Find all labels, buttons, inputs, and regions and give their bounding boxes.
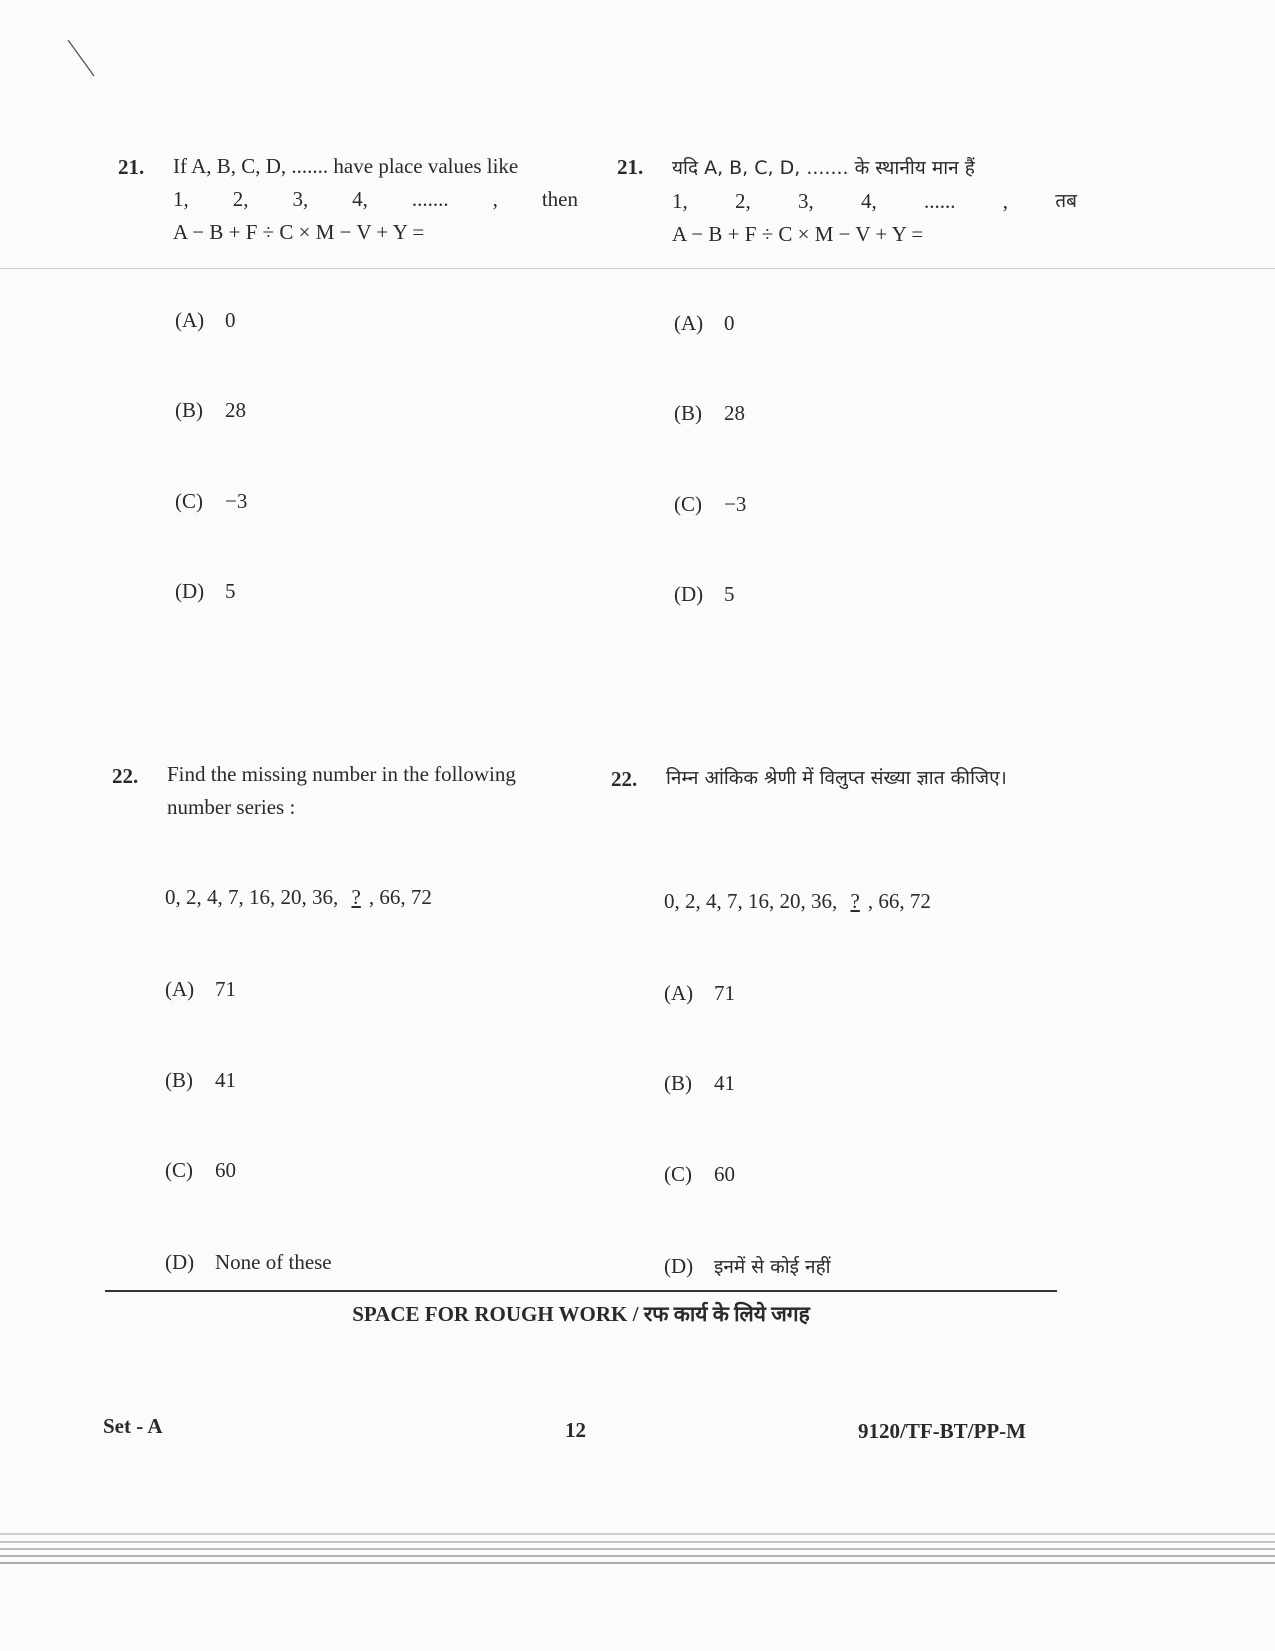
option-label: (C) xyxy=(165,1158,193,1182)
place-value: ...... xyxy=(924,189,956,213)
q22-option-c-en xyxy=(165,1158,236,1183)
option-label: (B) xyxy=(175,398,203,422)
q21-option-a-hi xyxy=(674,311,735,336)
q22-option-b-en xyxy=(165,1068,236,1093)
question-21-text-hi xyxy=(672,152,1077,251)
place-value: 1, xyxy=(173,187,189,211)
series-blank: ? xyxy=(351,885,361,909)
place-value: then xyxy=(541,187,578,211)
option-value: 5 xyxy=(724,582,735,606)
option-value: 28 xyxy=(724,401,745,425)
rough-work-rule xyxy=(105,1290,1057,1292)
question-22-line2-en: number series : xyxy=(167,795,296,819)
option-value: 28 xyxy=(225,398,246,422)
q22-option-d-hi xyxy=(664,1253,831,1279)
question-22-number-hi: 22. xyxy=(611,767,638,791)
question-21-line2-hi xyxy=(672,185,1077,218)
q21-option-c-hi xyxy=(674,492,746,517)
scan-divider xyxy=(0,268,1275,269)
option-value: 71 xyxy=(215,977,236,1001)
footer-set: Set - A xyxy=(103,1414,163,1438)
option-label: (A) xyxy=(664,981,694,1005)
number-series-en xyxy=(165,885,432,910)
place-value: , xyxy=(492,187,498,211)
option-value: −3 xyxy=(724,492,747,516)
question-22-text-hi: निम्न आंकिक श्रेणी में विलुप्त संख्या ज्ञात कीजिए। xyxy=(666,767,1007,789)
series-after: , 66, 72 xyxy=(368,885,432,909)
option-label: (D) xyxy=(674,582,704,606)
option-value: 0 xyxy=(724,311,735,335)
question-21-number-en: 21. xyxy=(118,155,145,179)
q21-option-d-hi xyxy=(674,582,735,607)
option-label: (B) xyxy=(165,1068,193,1092)
option-value: None of these xyxy=(215,1250,332,1274)
place-value: तब xyxy=(1055,190,1077,212)
question-21-line2-en xyxy=(173,183,578,216)
option-value: 60 xyxy=(215,1158,236,1182)
option-label: (D) xyxy=(664,1254,694,1278)
option-label: (D) xyxy=(165,1250,195,1274)
option-label: (A) xyxy=(175,308,205,332)
place-value: 4, xyxy=(352,187,368,211)
q22-option-a-en xyxy=(165,977,236,1002)
q21-option-a-en xyxy=(175,308,236,333)
question-21-expression-hi: A − B + F ÷ C × M − V + Y = xyxy=(672,222,924,246)
scan-line xyxy=(0,1533,1275,1535)
scan-mark xyxy=(64,36,104,86)
series-blank: ? xyxy=(850,889,860,913)
place-value: 2, xyxy=(232,187,249,211)
place-value: 2, xyxy=(735,189,751,213)
number-series-hi xyxy=(664,889,931,914)
q22-option-c-hi xyxy=(664,1162,735,1187)
option-label: (D) xyxy=(175,579,205,603)
scan-line xyxy=(0,1541,1275,1543)
scan-line xyxy=(0,1555,1275,1557)
rough-work-label: SPACE FOR ROUGH WORK / रफ कार्य के लिये जगह xyxy=(352,1302,810,1326)
option-label: (C) xyxy=(664,1162,692,1186)
option-label: (B) xyxy=(664,1071,692,1095)
question-22-number-en: 22. xyxy=(112,764,139,788)
series-before: 0, 2, 4, 7, 16, 20, 36, xyxy=(664,889,838,913)
option-value: −3 xyxy=(225,489,248,513)
option-label: (A) xyxy=(674,311,704,335)
question-21-line1-en: If A, B, C, D, ....... have place values like xyxy=(173,154,519,178)
place-value: 4, xyxy=(861,189,877,213)
option-value: इनमें से कोई नहीं xyxy=(714,1256,831,1278)
question-21-line1-hi: यदि A, B, C, D, ....... के स्थानीय मान हैं xyxy=(672,157,975,179)
series-before: 0, 2, 4, 7, 16, 20, 36, xyxy=(165,885,339,909)
question-21-text-en xyxy=(173,150,578,249)
option-value: 5 xyxy=(225,579,236,603)
question-22-line1-en: Find the missing number in the following xyxy=(167,762,516,786)
option-label: (C) xyxy=(175,489,203,513)
place-value: 3, xyxy=(798,189,814,213)
question-21-number-hi: 21. xyxy=(617,155,644,179)
question-21-expression-en: A − B + F ÷ C × M − V + Y = xyxy=(173,220,425,244)
scan-line xyxy=(0,1562,1275,1564)
q22-option-a-hi xyxy=(664,981,735,1006)
place-value: , xyxy=(1002,189,1008,213)
option-value: 41 xyxy=(714,1071,735,1095)
q22-option-b-hi xyxy=(664,1071,735,1096)
q21-option-b-hi xyxy=(674,401,745,426)
place-value: ....... xyxy=(411,187,449,211)
q21-option-b-en xyxy=(175,398,246,423)
option-label: (B) xyxy=(674,401,702,425)
option-value: 0 xyxy=(225,308,236,332)
option-value: 41 xyxy=(215,1068,236,1092)
option-value: 71 xyxy=(714,981,735,1005)
q21-option-c-en xyxy=(175,489,247,514)
series-after: , 66, 72 xyxy=(867,889,931,913)
question-22-text-en xyxy=(167,758,577,824)
place-value: 3, xyxy=(292,187,309,211)
option-value: 60 xyxy=(714,1162,735,1186)
q21-option-d-en xyxy=(175,579,236,604)
option-label: (A) xyxy=(165,977,195,1001)
footer-page-number: 12 xyxy=(565,1418,586,1442)
scan-line xyxy=(0,1548,1275,1550)
q22-option-d-en xyxy=(165,1250,332,1275)
footer-code: 9120/TF-BT/PP-M xyxy=(858,1419,1026,1443)
option-label: (C) xyxy=(674,492,702,516)
place-value: 1, xyxy=(672,189,688,213)
